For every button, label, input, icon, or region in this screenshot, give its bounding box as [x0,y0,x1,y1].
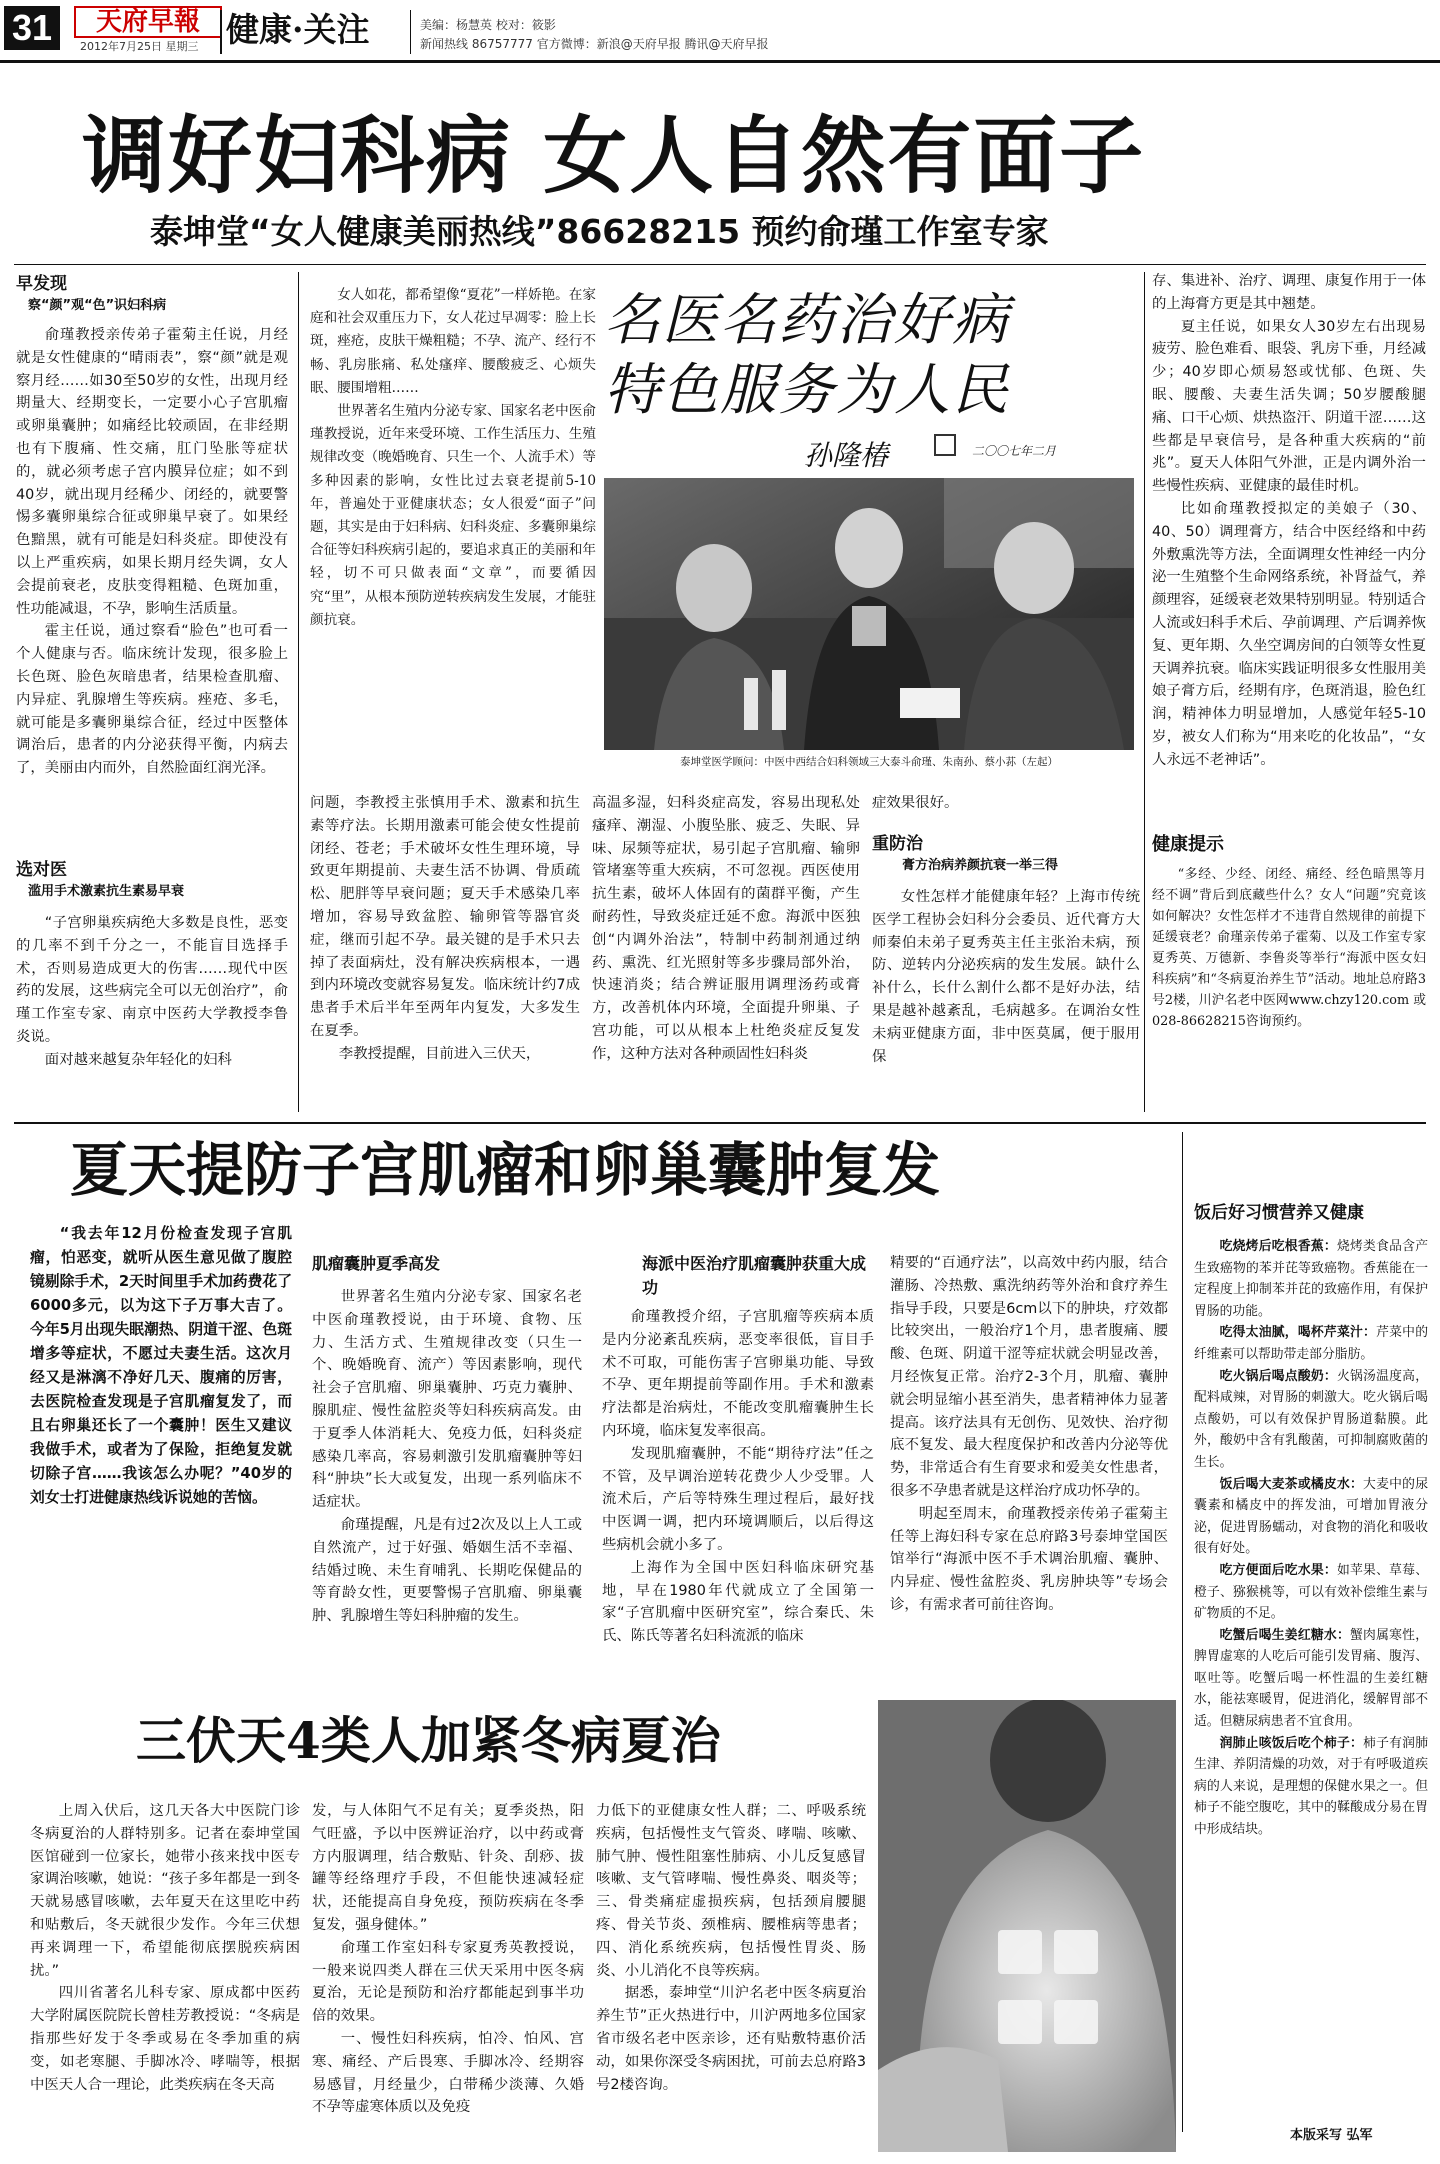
section-subtitle: 察“颜”观“色”识妇科病 [28,298,167,313]
article2-col4 [890,1252,1168,1668]
paragraph: 问题，李教授主张慎用手术、激素和抗生素等疗法。长期用激素可能会使女性提前闭经、苍老；手术破坏女性生理环境，导致更年期提前、夫妻生活不协调、骨质疏松、肥胖等早衰问题；夏天手术感染几率增加，容易导致盆腔、输卵管等器官炎症，继而引起不孕。最关键的是手术只去掉了表面病灶，没有解决疾病根本，一遇到内环境改变就容易复发。临床统计约7成患者手术后半年至两年内复发，大多发生在夏季。 [310,795,580,1039]
column-1-text [16,324,288,844]
subhead-rule [14,264,1426,265]
sidebar-item-head: 吃得太油腻，喝杯芹菜汁： [1219,1325,1377,1341]
sidebar-item-body: 柿子有润肺生津、养阴清燥的功效，对于有呼吸道疾病的人来说，是理想的保健水果之一。但柿子不能空腹吃，其中的鞣酸成分易在胃中形成结块。 [1194,1735,1429,1838]
masthead-divider-2 [410,10,411,54]
sidebar-item-body: 烧烤类食品含产生致癌物的苯并芘等致癌物。香蕉能在一定程度上抑制苯并芘的致癌作用，有保护胃肠的功能。 [1194,1239,1429,1319]
section-name: 健康·关注 [226,10,370,49]
paragraph: 夏主任说，如果女人30岁左右出现易疲劳、脸色难看、眼袋、乳房下垂，月经减少；40岁即心烦易怒或忧郁、色斑、失眠、腰酸、夫妻生活失调；50岁腰酸腿痛、口干心烦、烘热盗汗、阴道干涩……这些都是早衰信号，是各种重大疾病的“前兆”。夏天人体阳气外泄，正是内调外治一些慢性疾病、亚健康的最佳时机。 [1152,318,1426,495]
health-tip-title: 健康提示 [1152,834,1224,855]
calligraphy-signature: 孙隆椿 [804,439,889,472]
paragraph: 明起至周末，俞瑾教授亲传弟子霍菊主任等上海妇科专家在总府路3号泰坤堂国医馆举行“海派中医不手术调治肌瘤、囊肿、内异症、慢性盆腔炎、乳房肿块等”专场会诊，有需求者可前往咨询。 [890,1505,1168,1613]
article2-lead [30,1222,292,1642]
column-rule [1144,272,1145,1112]
calligraphy-date: 二〇〇七年二月 [972,444,1057,458]
article2-subtitle: 海派中医治疗肌瘤囊肿获重大成功 [642,1254,867,1297]
sidebar-tips [1194,1200,1428,2140]
sidebar-item [1194,1322,1428,1365]
paragraph: 上海作为全国中医妇科临床研究基地，早在1980年代就成立了全国第一家“子宫肌瘤中医研究室”，综合秦氏、朱氏、陈氏等著名妇科流派的临床 [602,1559,874,1645]
column-text [312,1286,582,1666]
feature-mid-col-3 [872,792,1140,1116]
feature-headline: 调好妇科病 女人自然有面子 [82,107,1146,205]
paragraph: 精要的“百通疗法”，以高效中药内服，结合灌肠、冷热敷、熏洗纳药等外治和食疗养生指导手段，只要是6cm以下的肿块，疗效都比较突出，一般治疗1个月，患者腹痛、腰酸、色斑、阴道干涩等症状就会明显改善，月经恢复正常。治疗2-3个月，肌瘤、囊肿就会明显缩小甚至消失，患者精神体力显著提高。该疗法具有无创伤、见效快、治疗彻底不复发、最大程度保护和改善内分泌等优势，非常适合有生育要求和爱美女性患者，很多不孕患者就是这样治疗成功怀孕的。 [890,1255,1168,1499]
section-kicker: 早发现 [16,274,67,294]
feature-mid-col-2 [592,792,860,1116]
editors-line: 美编：杨慧英 校对：筱影 [420,18,556,32]
section-subtitle: 膏方治病养颜抗衰一举三得 [902,858,1059,873]
paragraph: 面对越来越复杂年轻化的妇科 [44,1051,232,1068]
calligraphy-line: 特色服务为人民 [604,358,1010,423]
sidebar-item-head: 吃烧烤后吃根香蕉： [1219,1239,1337,1254]
section-kicker: 重防治 [872,834,923,854]
paragraph: 女性怎样才能健康年轻？上海市传统医学工程协会妇科分会委员、近代膏方大师秦伯未弟子夏秀英主任主张治未病，预防、逆转内分泌疾病的发生发展。缺什么补什么，长什么割什么都不是好办法，结果是越补越紊乱，毛病越多。在调治女性未病亚健康方面，非中医莫属，便于服用保 [872,889,1140,1065]
column-text [872,886,1140,1114]
article2-subtitle: 肌瘤囊肿夏季高发 [312,1254,441,1273]
contact-line: 新闻热线 86757777 官方微博：新浪@天府早报 腾讯@天府早报 [420,37,769,51]
paragraph: 高温多湿，妇科炎症高发，容易出现私处瘙痒、潮湿、小腹坠胀、疲乏、失眠、异味、尿频等症状，易引起子宫肌瘤、输卵管堵塞等重大疾病，不可忽视。西医使用抗生素，破坏人体固有的菌群平衡，产生耐药性，导致炎症迁延不愈。海派中医独创“内调外治法”，特制中药制剂通过纳药、熏洗、红光照射等多步骤局部外治，快速消炎；结合辨证服用调理汤药或膏方，改善机体内环境，全面提升卵巢、子宫功能，可以从根本上杜绝炎症反复发作，这种方法对各种顽固性妇科炎 [592,795,860,1062]
paragraph: 世界著名生殖内分泌专家、国家名老中医俞瑾教授说，近年来受环境、工作生活压力、生殖规律改变（晚婚晚育、只生一个、人流手术）等多种因素的影响，女性比过去衰老提前5-10年，普遍处于亚健康状态；女人很爱“面子”问题，其实是由于妇科病、妇科炎症、多囊卵巢综合征等妇科疾病引起的，要追求真正的美丽和年轻，切不可只做表面“文章”，而要循因究“里”，从根本预防逆转疾病发生发展，才能驻颜抗衰。 [310,403,596,628]
paragraph: “我去年12月份检查发现子宫肌瘤，怕恶变，就听从医生意见做了腹腔镜剔除手术，2天时间里手术加药费花了6000多元，以为这下子万事大吉了。今年5月出现失眠潮热、阴道干涩、色斑增多等症状，不愿过夫妻生活。这次月经又是淋漓不净好几天、腹痛的厉害，去医院检查发现是子宫肌瘤复发了，而且右卵巢还长了一个囊肿！医生又建议我做手术，或者为了保险，拒绝复发就切除子宫……我该怎么办呢？”40岁的刘女士打进健康热线诉说她的苦恼。 [30,1225,292,1506]
health-tip-text: “多经、少经、闭经、痛经、经色暗黑等月经不调”背后到底藏些什么？女人“问题”究竟该如何解决？女性怎样才不违背自然规律的前提下延缓衰老？俞瑾亲传弟子霍菊、以及工作室专家夏秀英、万德新、李鲁炎等举行“海派中医女妇科疾病”和“冬病夏治养生节”活动。地址总府路3号2楼，川沪名老中医网www.chzy120.com 或 028-86628215咨询预约。 [1152,867,1426,1029]
byline: 本版采写 弘军 [1290,2128,1373,2143]
column-rule [1182,1132,1183,2132]
paragraph: 俞瑾提醒，凡是有过2次及以上人工或自然流产，过于好强、婚姻生活不幸福、结婚过晚、未生育哺乳、长期吃保健品的等育龄女性，更要警惕子宫肌瘤、卵巢囊肿、乳腺增生等妇科肿瘤的发生。 [312,1516,582,1625]
section-kicker: 选对医 [16,860,67,880]
calligraphy-seal [934,434,956,456]
column-text: 症效果很好。 [872,795,959,811]
paragraph: 上周入伏后，这几天各大中医院门诊冬病夏治的人群特别多。记者在泰坤堂国医馆碰到一位家长，她带小孩来找中医专家调治咳嗽，她说：“孩子多年都是一到冬天就易感冒咳嗽，去年夏天在这里吃中药和贴敷后，冬天就很少发作。今年三伏想再来调理一下，希望能彻底摆脱疾病困扰。” [30,1803,300,1979]
feature-right-col [1152,270,1426,826]
paragraph: 存、集进补、治疗、调理、康复作用于一体的上海膏方更是其中翘楚。 [1152,273,1426,312]
article2-headline: 夏天提防子宫肌瘤和卵巢囊肿复发 [70,1136,941,1204]
sidebar-item-body: 大麦中的尿囊素和橘皮中的挥发油，可增加胃液分泌，促进胃肠蠕动，对食物的消化和吸收很有好处。 [1194,1476,1429,1557]
sidebar-item [1194,1366,1428,1474]
doctors-photo-illustration [604,478,1134,750]
article3-col2 [312,1800,584,2150]
article2-col2 [312,1252,582,1672]
section-prevention [872,832,1140,876]
paragraph: 俞瑾教授亲传弟子霍菊主任说，月经就是女性健康的“晴雨表”，察“颜”就是观察月经……如30至50岁的女性，出现月经期量大、经期变长，一定要小心子宫肌瘤或卵巢囊肿；如痛经比较顽固，在非经期也有下腹痛、性交痛，肛门坠胀等症状的，就必须考虑子宫内膜异位症；如不到40岁，就出现月经稀少、闭经的，就要警惕多囊卵巢综合征或卵巢早衰了。如果经色黯黑，就有可能是妇科炎症。即使没有以上严重疾病，如果长期月经失调，女人会提前衰老，皮肤变得粗糙、色斑加重，性功能减退，不孕，影响生活质量。 [16,327,288,617]
column-rule [298,272,299,1112]
paragraph: 发现肌瘤囊肿，不能“期待疗法”任之不管，及早调治逆转花费少人少受罪。人流术后，产后等特殊生理过程后，最好找中医调一调，把内环境调顺后，以后得这些病机会就小多了。 [602,1445,874,1553]
sidebar-item [1194,1236,1428,1322]
paragraph: 据悉，泰坤堂“川沪名老中医冬病夏治养生节”正火热进行中，川沪两地多位国家省市级名老中医亲诊，还有贴敷特惠价活动，如果你深受冬病困扰，可前去总府路3号2楼咨询。 [596,1985,866,2093]
paragraph: 女人如花，都希望像“夏花”一样娇艳。在家庭和社会双重压力下，女人花过早凋零：脸上长斑，痤疮，皮肤干燥粗糙；不孕、流产、经行不畅、乳房胀痛、私处瘙痒、腰酸疲乏、心烦失眠、腰围增粗…… [310,287,596,396]
paragraph: 俞瑾工作室妇科专家夏秀英教授说，一般来说四类人群在三伏天采用中医冬病夏治，无论是预防和治疗都能起到事半功倍的效果。 [312,1939,584,2025]
issue-date: 2012年7月25日 星期三 [80,40,199,53]
calligraphy-block [604,286,1144,486]
article3-headline: 三伏天4类人加紧冬病夏治 [136,1711,721,1770]
page-number: 31 [4,6,60,50]
doctors-photo [604,478,1134,750]
paragraph: “子宫卵巢疾病绝大多数是良性，恶变的几率不到千分之一，不能盲目选择手术，否则易造成更大的伤害……现代中医药的发展，这些病完全可以无创治疗”，俞瑾工作室专家、南京中医药大学教授李鲁炎说。 [16,915,288,1045]
masthead-divider [220,10,222,54]
section-early-detection [16,272,288,316]
sidebar-item-head: 吃方便面后吃水果： [1219,1562,1337,1578]
section-rule [14,1122,1426,1124]
sidebar-list [1194,1236,1428,1841]
sidebar-item-head: 吃蟹后喝生姜红糖水： [1219,1627,1350,1643]
paragraph: 一、慢性妇科疾病，怕冷、怕风、宫寒、痛经、产后畏寒、手脚冰冷、经期容易感冒，月经量少，白带稀少淡薄、久婚不孕等虚寒体质以及免疫 [312,2030,584,2116]
sidebar-item [1194,1733,1428,1841]
masthead-rule [0,60,1440,63]
sidebar-item-head: 润肺止咳饭后吃个柿子： [1219,1735,1364,1751]
sidebar-item [1194,1560,1428,1625]
paragraph: 比如俞瑾教授拟定的美娘子（30、40、50）调理膏方，结合中医经络和中药外敷熏洗等方法，全面调理女性神经一内分泌一生殖整个生命网络系统，补肾益气，养颜理容，延缓衰老效果特别明显。特别适合人流或妇科手术后、孕前调理、产后调养恢复、更年期、久坐空调房间的白领等女性夏天调养抗衰。临床实践证明很多女性服用美娘子膏方后，经期有序，色斑消退，脸色红润，精神体力明显增加，人感觉年轻5-10岁，被女人们称为“用来吃的化妆品”，“女人永远不老神话”。 [1152,500,1426,768]
health-tip-box [1152,832,1426,1116]
sidebar-item-body: 蟹肉属寒性，脾胃虚寒的人吃后可能引发胃痛、腹泻、呕吐等。吃蟹后喝一杯性温的生姜红糖水，能祛寒暖胃，促进消化，缓解胃部不适。但糖尿病患者不宜食用。 [1194,1627,1429,1730]
paragraph: 四川省著名儿科专家、原成都中医药大学附属医院院长曾桂芳教授说：“冬病是指那些好发于冬季或易在冬季加重的病变，如老寒腿、手脚冰冷、哮喘等，根据中医天人合一理论，此类疾病在冬天高 [30,1985,300,2093]
photo-caption: 泰坤堂医学顾问：中医中西结合妇科领域三大泰斗俞瑾、朱南孙、蔡小荪（左起） [680,756,1058,768]
column-1-text-2 [16,912,288,1112]
column-text [602,1306,874,1666]
sidebar-item [1194,1625,1428,1733]
feature-mid-col-1 [310,792,580,1116]
paper-logo: 天府早報 [74,6,222,38]
article3-col3 [596,1800,866,2150]
section-choose-doctor [16,858,288,902]
sidebar-item [1194,1474,1428,1560]
sidebar-item-body: 如苹果、草莓、橙子、猕猴桃等，可以有效补偿维生素与矿物质的不足。 [1194,1562,1429,1622]
paragraph: 发，与人体阳气不足有关；夏季炎热，阳气旺盛，予以中医辨证治疗，以中药或膏方内服调理，结合敷贴、针灸、刮痧、拔罐等经络理疗手段，不但能快速减轻症状，还能提高自身免疫，预防疾病在冬季复发，强身健体。” [312,1803,584,1933]
sidebar-item-head: 吃火锅后喝点酸奶： [1219,1368,1337,1384]
sidebar-item-body: 火锅汤温度高，配料咸辣，对胃肠的刺激大。吃火锅后喝点酸奶，可以有效保护胃肠道黏膜。此外，酸奶中含有乳酸菌，可抑制腐败菌的生长。 [1194,1368,1429,1470]
sidebar-title: 饭后好习惯营养又健康 [1194,1203,1364,1223]
paragraph: 李教授提醒，目前进入三伏天， [338,1045,541,1062]
treatment-photo [878,1700,1176,2152]
masthead-credits [420,16,769,54]
sidebar-item-head: 饭后喝大麦茶或橘皮水： [1219,1476,1364,1492]
paragraph: 霍主任说，通过察看“脸色”也可看一个人健康与否。临床统计发现，很多脸上长色斑、脸色灰暗患者，结果检查肌瘤、内异症、乳腺增生等疾病。痤疮、多毛，就可能是多囊卵巢综合征，经过中医整体调治后，患者的内分泌获得平衡，内病去了，美丽由内而外，自然脸面红润光泽。 [16,623,288,777]
feature-subhead: 泰坤堂“女人健康美丽热线”86628215 预约俞瑾工作室专家 [150,212,1049,251]
paragraph: 世界著名生殖内分泌专家、国家名老中医俞瑾教授说，由于环境、食物、压力、生活方式、生殖规律改变（只生一个、晚婚晚育、流产）等因素影响，现代社会子宫肌瘤、卵巢囊肿、巧克力囊肿、腺肌症、慢性盆腔炎等妇科疾病高发。由于夏季人体消耗大、免疫力低，妇科炎症感染几率高，容易刺激引发肌瘤囊肿等妇科“肿块”长大或复发，出现一系列临床不适症状。 [312,1289,582,1511]
treatment-photo-illustration [878,1700,1176,2152]
paragraph: 俞瑾教授介绍，子宫肌瘤等疾病本质是内分泌紊乱疾病，恶变率很低，盲目手术不可取，可能伤害子宫卵巢功能、导致不孕、更年期提前等副作用。手术和激素疗法都是治病灶，不能改变肌瘤囊肿生长内环境，临床复发率很高。 [602,1309,874,1439]
sidebar-item-body: 芹菜中的纤维素可以帮助带走部分脂肪。 [1194,1325,1429,1362]
article3-col1 [30,1800,300,2150]
feature-intro [310,284,596,784]
calligraphy-line: 名医名药治好病 [604,288,1010,353]
section-subtitle: 滥用手术激素抗生素易早衰 [28,884,185,899]
paragraph: 力低下的亚健康女性人群；二、呼吸系统疾病，包括慢性支气管炎、哮喘、咳嗽、肺气肿、慢性阻塞性肺病、小儿反复感冒咳嗽、支气管哮喘、慢性鼻炎、咽炎等；三、骨类痛症虚损疾病，包括颈肩腰腿疼、骨关节炎、颈椎病、腰椎病等患者；四、消化系统疾病，包括慢性胃炎、肠炎、小儿消化不良等疾病。 [596,1803,866,1979]
article2-col3 [602,1252,874,1672]
